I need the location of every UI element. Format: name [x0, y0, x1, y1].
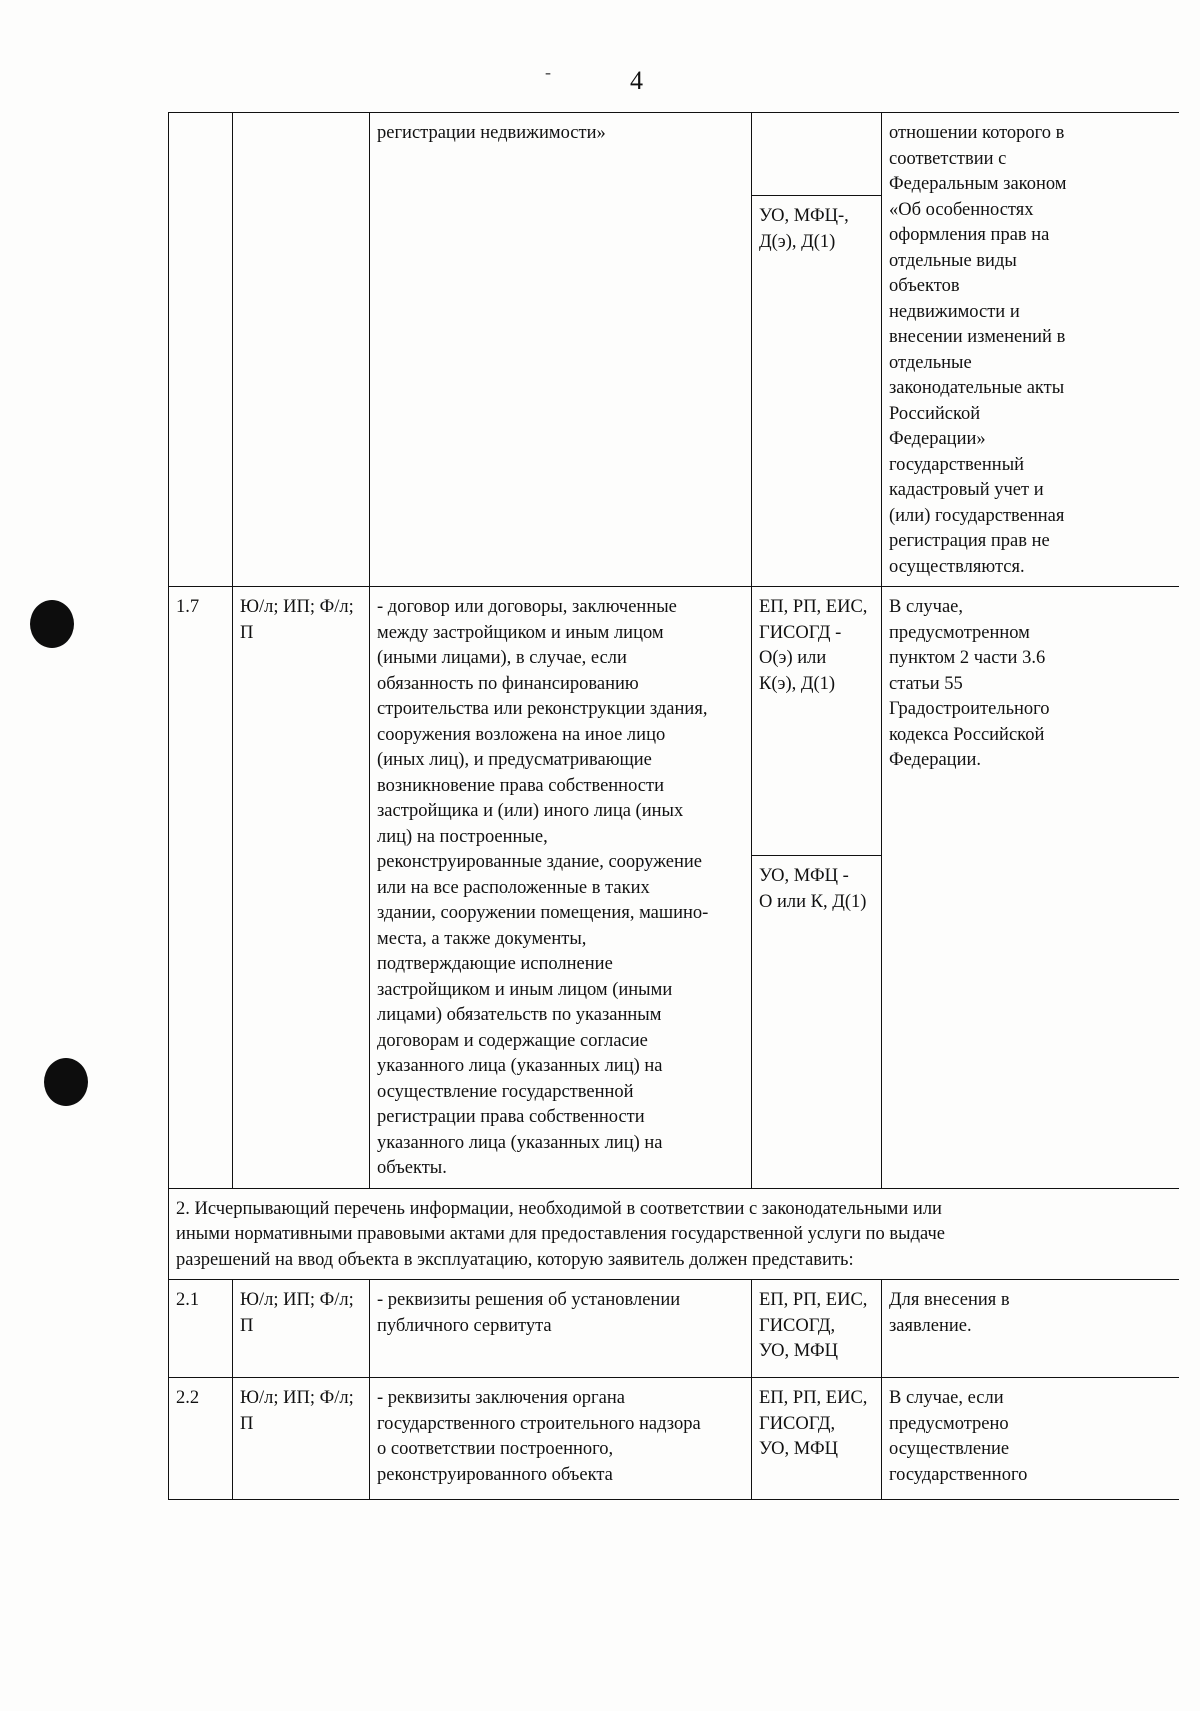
applicant-cell: Ю/л; ИП; Ф/л; П: [233, 1280, 370, 1378]
applicant-cell: Ю/л; ИП; Ф/л; П: [233, 1378, 370, 1500]
table-row: [169, 587, 1179, 1189]
row-number-cell: 1.7: [169, 587, 233, 1189]
section-heading: 2. Исчерпывающий перечень информации, необходимой в соответствии с законодательными или иными нормативными правовыми актами для предоставления государственной услуги по выдаче разрешений на ввод объекта в эксплуатацию, которую заявитель должен представить:: [169, 1188, 1179, 1280]
requirements-table: [168, 112, 1179, 1500]
method-bottom: УО, МФЦ - О или К, Д(1): [752, 855, 881, 915]
note-cell: отношении которого в соответствии с Федеральным законом «Об особенностях оформления прав на отдельные виды объектов недвижимости и внесении изменений в отдельные законодательные акты Российской Федерации» государственный кадастровый учет и (или) государственная регистрация прав не осуществляются.: [882, 113, 1179, 587]
punch-hole: [44, 1058, 88, 1106]
note-cell: В случае, если предусмотрено осуществление государственного: [882, 1378, 1179, 1500]
row-number-cell: 2.2: [169, 1378, 233, 1500]
punch-hole: [30, 600, 74, 648]
applicant-cell: Ю/л; ИП; Ф/л; П: [233, 587, 370, 1189]
document-cell: - договор или договоры, заключенные между застройщиком и иным лицом (иными лицами), в случае, если обязанность по финансированию строительства или реконструкции здания, сооружения возложена на иное лицо (иных лиц), и предусматривающие возникновение права собственности застройщика и (или) иного лица (иных лиц) на построенные, реконструированные здание, сооружение или на все расположенные в таких здании, сооружении помещения, машино- места, а также документы, подтверждающие исполнение застройщиком и иным лицом (иными лицами) обязательств по указанным договорам и содержащие согласие указанного лица (указанных лиц) на осуществление государственной регистрации права собственности указанного лица (указанных лиц) на объекты.: [370, 587, 752, 1189]
document-cell: - реквизиты решения об установлении публичного сервитута: [370, 1280, 752, 1378]
table-row: [169, 1378, 1179, 1500]
method-top: [759, 121, 874, 195]
row-number-cell: [169, 113, 233, 587]
method-top: ЕП, РП, ЕИС, ГИСОГД - О(э) или К(э), Д(1): [759, 597, 868, 694]
note-cell: В случае, предусмотренном пунктом 2 части 3.6 статьи 55 Градостроительного кодекса Российской Федерации.: [882, 587, 1179, 1189]
table-row: [169, 1280, 1179, 1378]
scan-dash-mark: -: [545, 62, 551, 82]
method-cell: ЕП, РП, ЕИС, ГИСОГД, УО, МФЦ: [752, 1280, 882, 1378]
section-heading-row: [169, 1188, 1179, 1280]
document-cell: - реквизиты заключения органа государственного строительного надзора о соответствии построенного, реконструированного объекта: [370, 1378, 752, 1500]
document-cell: регистрации недвижимости»: [370, 113, 752, 587]
applicant-cell: [233, 113, 370, 587]
method-cell: [752, 113, 882, 587]
method-bottom: УО, МФЦ-, Д(э), Д(1): [752, 195, 881, 255]
table-row: [169, 113, 1179, 587]
note-cell: Для внесения в заявление.: [882, 1280, 1179, 1378]
row-number-cell: 2.1: [169, 1280, 233, 1378]
page-number: 4: [630, 66, 643, 95]
method-cell: [752, 587, 882, 1189]
method-cell: ЕП, РП, ЕИС, ГИСОГД, УО, МФЦ: [752, 1378, 882, 1500]
